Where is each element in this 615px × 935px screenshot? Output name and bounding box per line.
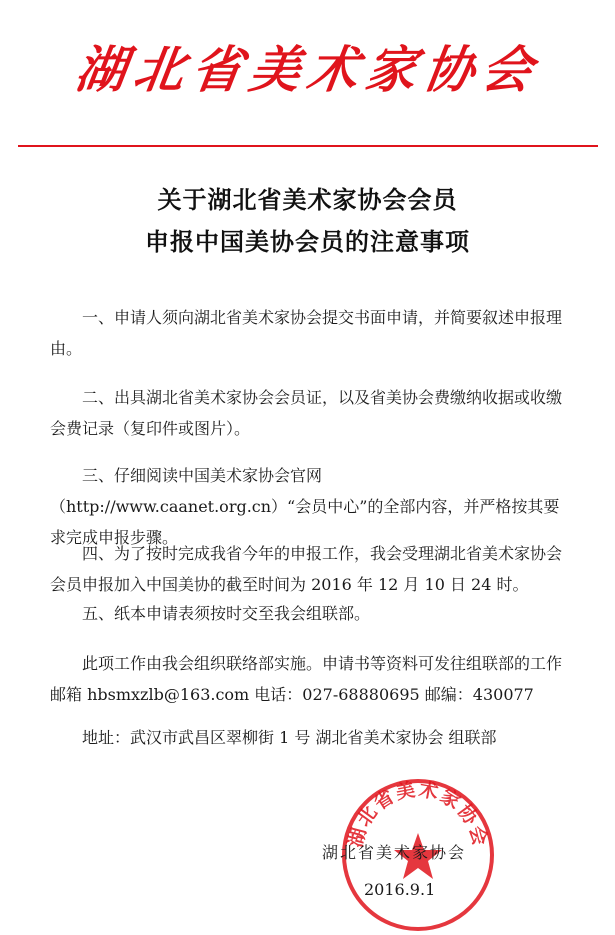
paragraph-4: 四、为了按时完成我省今年的申报工作，我会受理湖北省美术家协会会员申报加入中国美协的截至时间为 2016 年 12 月 10 日 24 时。 <box>50 544 563 594</box>
paragraph-2: 二、出具湖北省美术家协会会员证，以及省美协会费缴纳收据或收缴会费记录（复印件或图片）。 <box>50 388 563 438</box>
contact-paragraph: 此项工作由我会组织联络部实施。申请书等资料可发往组联部的工作邮箱 hbsmxzlb@163.com 电话：027-68880695 邮编：430077 <box>50 654 563 704</box>
paragraph-5: 五、纸本申请表须按时交至我会组联部。 <box>82 604 371 623</box>
letterhead-divider <box>18 145 598 147</box>
paragraph-1: 一、申请人须向湖北省美术家协会提交书面申请，并简要叙述申报理由。 <box>50 308 563 358</box>
seal-text: 湖北省美术家协会 <box>344 778 492 850</box>
letterhead-title: 湖北省美术家协会 <box>71 40 544 99</box>
address-line: 地址：武汉市武昌区翠柳街 1 号 湖北省美术家协会 组联部 <box>82 728 497 747</box>
document-title-line-1: 关于湖北省美术家协会会员 <box>157 186 458 214</box>
signature-organization: 湖北省美术家协会 <box>322 843 467 862</box>
paragraph-3: 三、仔细阅读中国美术家协会官网（http://www.caanet.org.cn）“会员中心”的全部内容，并严格按其要求完成申报步骤。 <box>50 466 560 547</box>
document-title-line-2: 申报中国美协会员的注意事项 <box>145 228 470 256</box>
signature-date: 2016.9.1 <box>364 880 436 899</box>
letterhead <box>0 40 615 100</box>
